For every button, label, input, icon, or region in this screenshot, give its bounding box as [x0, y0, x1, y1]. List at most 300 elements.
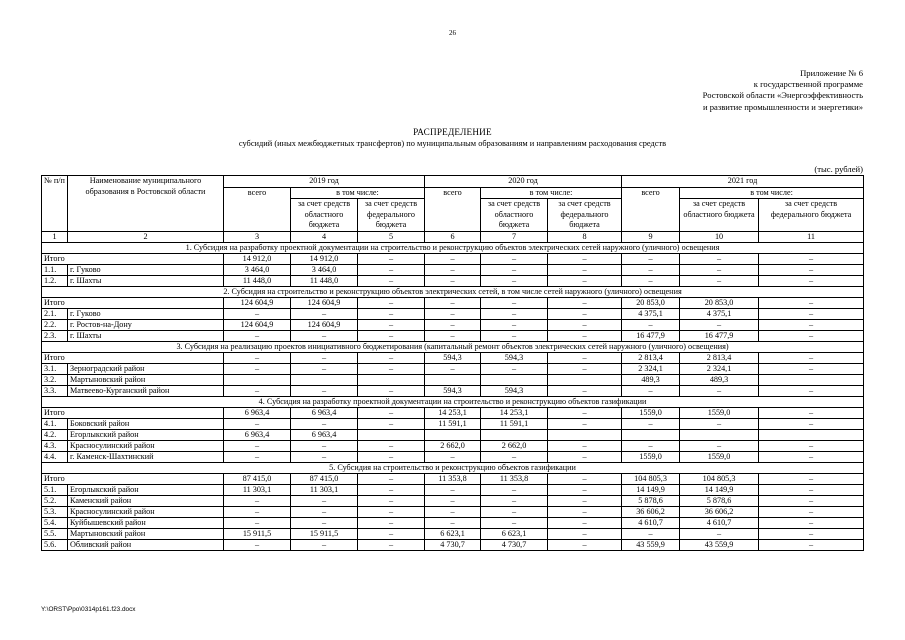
value-cell [425, 429, 481, 440]
value-cell: – [224, 506, 291, 517]
value-cell [759, 374, 864, 385]
value-cell: – [291, 539, 358, 550]
value-cell: – [548, 385, 622, 396]
header-including: в том числе: [291, 187, 425, 199]
column-number: 5 [358, 231, 425, 242]
total-row [42, 407, 864, 418]
value-cell: – [224, 539, 291, 550]
total-row [42, 253, 864, 264]
appendix-line: Ростовской области «Энергоэффективность [702, 90, 863, 101]
value-cell: – [291, 440, 358, 451]
value-cell: – [759, 297, 864, 308]
column-number: 11 [759, 231, 864, 242]
value-cell: 43 559,9 [622, 539, 680, 550]
column-number: 3 [224, 231, 291, 242]
value-cell: 1559,0 [680, 407, 759, 418]
value-cell: – [548, 506, 622, 517]
value-cell: 11 303,1 [291, 484, 358, 495]
value-cell: 2 813,4 [622, 352, 680, 363]
table-row [42, 275, 864, 286]
value-cell: – [358, 275, 425, 286]
table-row [42, 440, 864, 451]
column-number: 4 [291, 231, 358, 242]
table-row [42, 429, 864, 440]
value-cell: – [759, 539, 864, 550]
value-cell: – [291, 418, 358, 429]
value-cell: – [548, 407, 622, 418]
value-cell: – [358, 484, 425, 495]
value-cell: 11 353,8 [425, 473, 481, 484]
section-title: 3. Субсидия на реализацию проектов инициативного бюджетирования (капитальный ремонт объектов электрических сетей наружного (уличного) освещения) [42, 341, 864, 352]
value-cell: – [622, 275, 680, 286]
value-cell: 15 911,5 [224, 528, 291, 539]
value-cell: – [291, 451, 358, 462]
value-cell: – [548, 275, 622, 286]
value-cell: – [622, 418, 680, 429]
value-cell: – [759, 473, 864, 484]
value-cell: – [425, 484, 481, 495]
value-cell: – [759, 275, 864, 286]
row-number: 1.1. [42, 264, 68, 275]
value-cell [358, 429, 425, 440]
row-number: 3.3. [42, 385, 68, 396]
value-cell: – [548, 440, 622, 451]
header-including: в том числе: [481, 187, 622, 199]
value-cell: 11 591,1 [425, 418, 481, 429]
value-cell: 16 477,9 [622, 330, 680, 341]
value-cell: 4 375,1 [680, 308, 759, 319]
value-cell [680, 429, 759, 440]
value-cell: 2 813,4 [680, 352, 759, 363]
value-cell: – [358, 385, 425, 396]
value-cell: – [358, 418, 425, 429]
value-cell: – [759, 253, 864, 264]
value-cell: 594,3 [425, 385, 481, 396]
value-cell: – [425, 506, 481, 517]
value-cell: 124 604,9 [291, 319, 358, 330]
section-row [42, 462, 864, 473]
value-cell: – [680, 319, 759, 330]
value-cell: 124 604,9 [224, 297, 291, 308]
value-cell: – [759, 385, 864, 396]
value-cell: – [759, 495, 864, 506]
unit-label: (тыс. рублей) [814, 164, 863, 174]
municipality-name: Куйбышевский район [68, 517, 224, 528]
value-cell: 36 606,2 [680, 506, 759, 517]
value-cell: 594,3 [481, 385, 548, 396]
header-num: № п/п [42, 176, 68, 232]
value-cell: – [358, 495, 425, 506]
value-cell: – [358, 528, 425, 539]
header-total: всего [425, 187, 481, 231]
row-number: 3.2. [42, 374, 68, 385]
value-cell: – [759, 506, 864, 517]
value-cell: – [291, 506, 358, 517]
value-cell: – [759, 440, 864, 451]
document-title: РАСПРЕДЕЛЕНИЕ [413, 127, 492, 137]
value-cell [358, 374, 425, 385]
value-cell [548, 429, 622, 440]
document-subtitle: субсидий (иных межбюджетных трансфертов) по муниципальным образованиям и направлениям расходования средств [238, 139, 667, 148]
row-number: 5.1. [42, 484, 68, 495]
table-row [42, 418, 864, 429]
value-cell: 14 149,9 [622, 484, 680, 495]
value-cell: – [481, 264, 548, 275]
value-cell: 15 911,5 [291, 528, 358, 539]
municipality-name: Зерноградский район [68, 363, 224, 374]
row-number: 4.3. [42, 440, 68, 451]
value-cell: – [425, 253, 481, 264]
table-row [42, 484, 864, 495]
value-cell: – [759, 308, 864, 319]
value-cell: 36 606,2 [622, 506, 680, 517]
municipality-name: Мартыновский район [68, 374, 224, 385]
value-cell: – [481, 308, 548, 319]
value-cell: – [622, 440, 680, 451]
value-cell [759, 429, 864, 440]
value-cell: – [481, 297, 548, 308]
row-number: 2.3. [42, 330, 68, 341]
value-cell: – [481, 330, 548, 341]
row-number: 5.3. [42, 506, 68, 517]
municipality-name: Каменский район [68, 495, 224, 506]
value-cell: 11 353,8 [481, 473, 548, 484]
table-row [42, 528, 864, 539]
value-cell: – [358, 319, 425, 330]
value-cell: – [759, 528, 864, 539]
appendix-line: и развитие промышленности и энергетики» [702, 101, 863, 112]
header-federal: за счет средств федерального бюджета [358, 199, 425, 232]
row-number: 4.2. [42, 429, 68, 440]
value-cell: 1559,0 [622, 451, 680, 462]
value-cell: – [548, 319, 622, 330]
value-cell: – [548, 363, 622, 374]
section-row [42, 242, 864, 253]
value-cell: – [548, 253, 622, 264]
value-cell: 104 805,3 [622, 473, 680, 484]
value-cell: – [759, 319, 864, 330]
header-federal: за счет средств федерального бюджета [759, 199, 864, 232]
value-cell: 6 963,4 [224, 407, 291, 418]
row-number: 4.1. [42, 418, 68, 429]
value-cell: – [481, 495, 548, 506]
value-cell: – [548, 418, 622, 429]
value-cell: – [680, 385, 759, 396]
header-regional: за счет средств областного бюджета [291, 199, 358, 232]
value-cell: 1559,0 [680, 451, 759, 462]
value-cell: – [425, 275, 481, 286]
municipality-name: Мартыновский район [68, 528, 224, 539]
value-cell: – [481, 451, 548, 462]
municipality-name: г. Гуково [68, 308, 224, 319]
value-cell: – [425, 297, 481, 308]
value-cell: – [548, 264, 622, 275]
section-title: 1. Субсидия на разработку проектной документации на строительство и реконструкцию объектов электрических сетей наружного (уличного) освещения [42, 242, 864, 253]
value-cell: 1559,0 [622, 407, 680, 418]
value-cell: – [759, 363, 864, 374]
value-cell: – [548, 528, 622, 539]
header-total: всего [622, 187, 680, 231]
value-cell: 104 805,3 [680, 473, 759, 484]
value-cell: 14 149,9 [680, 484, 759, 495]
table-row [42, 506, 864, 517]
value-cell: – [425, 264, 481, 275]
value-cell: – [481, 275, 548, 286]
value-cell: – [425, 451, 481, 462]
value-cell: – [548, 495, 622, 506]
value-cell: – [680, 253, 759, 264]
value-cell: – [548, 473, 622, 484]
value-cell: – [291, 495, 358, 506]
value-cell: 489,3 [680, 374, 759, 385]
value-cell: 20 853,0 [680, 297, 759, 308]
row-number: 3.1. [42, 363, 68, 374]
value-cell: – [358, 308, 425, 319]
value-cell: – [224, 308, 291, 319]
table-body [42, 242, 864, 550]
value-cell [481, 429, 548, 440]
value-cell: – [358, 517, 425, 528]
value-cell: 594,3 [425, 352, 481, 363]
value-cell: – [548, 308, 622, 319]
row-number: 5.2. [42, 495, 68, 506]
value-cell: – [481, 517, 548, 528]
table-row [42, 308, 864, 319]
value-cell: – [548, 451, 622, 462]
row-number: 5.6. [42, 539, 68, 550]
table-row [42, 539, 864, 550]
value-cell: 11 448,0 [291, 275, 358, 286]
value-cell: – [358, 539, 425, 550]
total-label: Итого [42, 352, 224, 363]
table-row [42, 451, 864, 462]
value-cell: – [759, 330, 864, 341]
value-cell: – [358, 451, 425, 462]
value-cell: – [291, 330, 358, 341]
section-title: 4. Субсидия на разработку проектной документации на строительство и реконструкцию объектов газификации [42, 396, 864, 407]
value-cell: 87 415,0 [291, 473, 358, 484]
municipality-name: Обливский район [68, 539, 224, 550]
municipality-name: г. Ростов-на-Дону [68, 319, 224, 330]
value-cell: 16 477,9 [680, 330, 759, 341]
value-cell: – [224, 330, 291, 341]
municipality-name: г. Каменск-Шахтинский [68, 451, 224, 462]
value-cell: 2 662,0 [425, 440, 481, 451]
header-including: в том числе: [680, 187, 864, 199]
value-cell: 594,3 [481, 352, 548, 363]
value-cell: 14 253,1 [481, 407, 548, 418]
section-row [42, 286, 864, 297]
header-year-2020: 2020 год [425, 176, 622, 188]
value-cell: – [224, 363, 291, 374]
value-cell: 6 963,4 [291, 407, 358, 418]
municipality-name: г. Гуково [68, 264, 224, 275]
municipality-name: г. Шахты [68, 330, 224, 341]
value-cell: – [358, 330, 425, 341]
table-row [42, 517, 864, 528]
total-row [42, 352, 864, 363]
value-cell [622, 429, 680, 440]
section-title: 2. Субсидия на строительство и реконструкцию объектов электрических сетей, в том числе сетей наружного (уличного) освещения [42, 286, 864, 297]
value-cell: – [291, 352, 358, 363]
value-cell: – [425, 319, 481, 330]
value-cell: – [358, 297, 425, 308]
column-number: 1 [42, 231, 68, 242]
table-row [42, 319, 864, 330]
header-regional: за счет средств областного бюджета [481, 199, 548, 232]
value-cell: – [291, 385, 358, 396]
value-cell: – [358, 352, 425, 363]
row-number: 2.1. [42, 308, 68, 319]
row-number: 1.2. [42, 275, 68, 286]
value-cell: – [224, 418, 291, 429]
value-cell: – [425, 495, 481, 506]
value-cell: – [481, 363, 548, 374]
municipality-name: Красносулинский район [68, 440, 224, 451]
value-cell: 43 559,9 [680, 539, 759, 550]
value-cell: – [481, 319, 548, 330]
value-cell: – [291, 308, 358, 319]
header-name: Наименование муниципального образования в Ростовской области [68, 176, 224, 232]
value-cell: – [358, 264, 425, 275]
section-title: 5. Субсидия на строительство и реконструкцию объектов газификации [42, 462, 864, 473]
table-row [42, 374, 864, 385]
value-cell: 4 375,1 [622, 308, 680, 319]
value-cell: 6 623,1 [425, 528, 481, 539]
value-cell: – [291, 517, 358, 528]
value-cell: – [358, 253, 425, 264]
value-cell: – [759, 484, 864, 495]
value-cell: – [548, 517, 622, 528]
total-label: Итого [42, 297, 224, 308]
value-cell: – [622, 319, 680, 330]
total-row [42, 297, 864, 308]
column-number: 8 [548, 231, 622, 242]
value-cell: – [759, 264, 864, 275]
column-number: 7 [481, 231, 548, 242]
value-cell: 14 912,0 [224, 253, 291, 264]
appendix-block [703, 68, 863, 113]
row-number: 5.5. [42, 528, 68, 539]
value-cell: 6 963,4 [224, 429, 291, 440]
value-cell [481, 374, 548, 385]
table-row [42, 363, 864, 374]
value-cell: – [224, 495, 291, 506]
value-cell: 4 730,7 [425, 539, 481, 550]
value-cell: – [622, 385, 680, 396]
value-cell: – [680, 440, 759, 451]
value-cell: – [548, 297, 622, 308]
section-row [42, 341, 864, 352]
value-cell: – [622, 528, 680, 539]
column-number: 10 [680, 231, 759, 242]
value-cell: – [680, 528, 759, 539]
municipality-name: Красносулинский район [68, 506, 224, 517]
value-cell: 124 604,9 [224, 319, 291, 330]
header-federal: за счет средств федерального бюджета [548, 199, 622, 232]
row-number: 5.4. [42, 517, 68, 528]
value-cell: 2 662,0 [481, 440, 548, 451]
header-regional: за счет средств областного бюджета [680, 199, 759, 232]
value-cell: – [224, 385, 291, 396]
section-row [42, 396, 864, 407]
value-cell: 489,3 [622, 374, 680, 385]
total-row [42, 473, 864, 484]
value-cell: – [622, 253, 680, 264]
value-cell: – [224, 517, 291, 528]
value-cell: – [548, 484, 622, 495]
value-cell [548, 374, 622, 385]
value-cell [291, 374, 358, 385]
value-cell: – [548, 352, 622, 363]
value-cell: – [224, 440, 291, 451]
value-cell: 20 853,0 [622, 297, 680, 308]
column-number: 6 [425, 231, 481, 242]
value-cell: 87 415,0 [224, 473, 291, 484]
value-cell: 4 610,7 [680, 517, 759, 528]
appendix-line: к государственной программе [753, 79, 863, 90]
appendix-line: Приложение № 6 [800, 68, 863, 78]
value-cell: – [358, 506, 425, 517]
value-cell: 2 324,1 [622, 363, 680, 374]
table-row [42, 385, 864, 396]
municipality-name: Матвеево-Курганский район [68, 385, 224, 396]
total-label: Итого [42, 473, 224, 484]
value-cell [425, 374, 481, 385]
value-cell: – [481, 253, 548, 264]
file-path-footer: Y:\ORST\Ppo\0314p161.f23.docx [41, 606, 136, 613]
value-cell: – [425, 308, 481, 319]
municipality-name: Егорлыкский район [68, 484, 224, 495]
row-number: 4.4. [42, 451, 68, 462]
value-cell [224, 374, 291, 385]
value-cell: – [759, 451, 864, 462]
table-row [42, 495, 864, 506]
value-cell: – [759, 407, 864, 418]
value-cell: – [548, 330, 622, 341]
value-cell: – [481, 506, 548, 517]
value-cell: – [358, 363, 425, 374]
total-label: Итого [42, 253, 224, 264]
header-total: всего [224, 187, 291, 231]
value-cell: – [425, 363, 481, 374]
column-number: 2 [68, 231, 224, 242]
value-cell: – [224, 352, 291, 363]
value-cell: 11 303,1 [224, 484, 291, 495]
value-cell: – [548, 539, 622, 550]
value-cell: – [224, 451, 291, 462]
value-cell: 11 591,1 [481, 418, 548, 429]
value-cell: 4 730,7 [481, 539, 548, 550]
column-number-row [42, 231, 864, 242]
value-cell: – [358, 407, 425, 418]
value-cell: – [481, 484, 548, 495]
municipality-name: Егорлыкский район [68, 429, 224, 440]
row-number: 2.2. [42, 319, 68, 330]
value-cell: – [759, 418, 864, 429]
value-cell: – [291, 363, 358, 374]
total-label: Итого [42, 407, 224, 418]
value-cell: 11 448,0 [224, 275, 291, 286]
value-cell: 2 324,1 [680, 363, 759, 374]
value-cell: – [759, 352, 864, 363]
value-cell: 5 878,6 [680, 495, 759, 506]
value-cell: 4 610,7 [622, 517, 680, 528]
value-cell: 14 253,1 [425, 407, 481, 418]
distribution-table [41, 175, 864, 551]
table-row [42, 264, 864, 275]
table-row [42, 330, 864, 341]
